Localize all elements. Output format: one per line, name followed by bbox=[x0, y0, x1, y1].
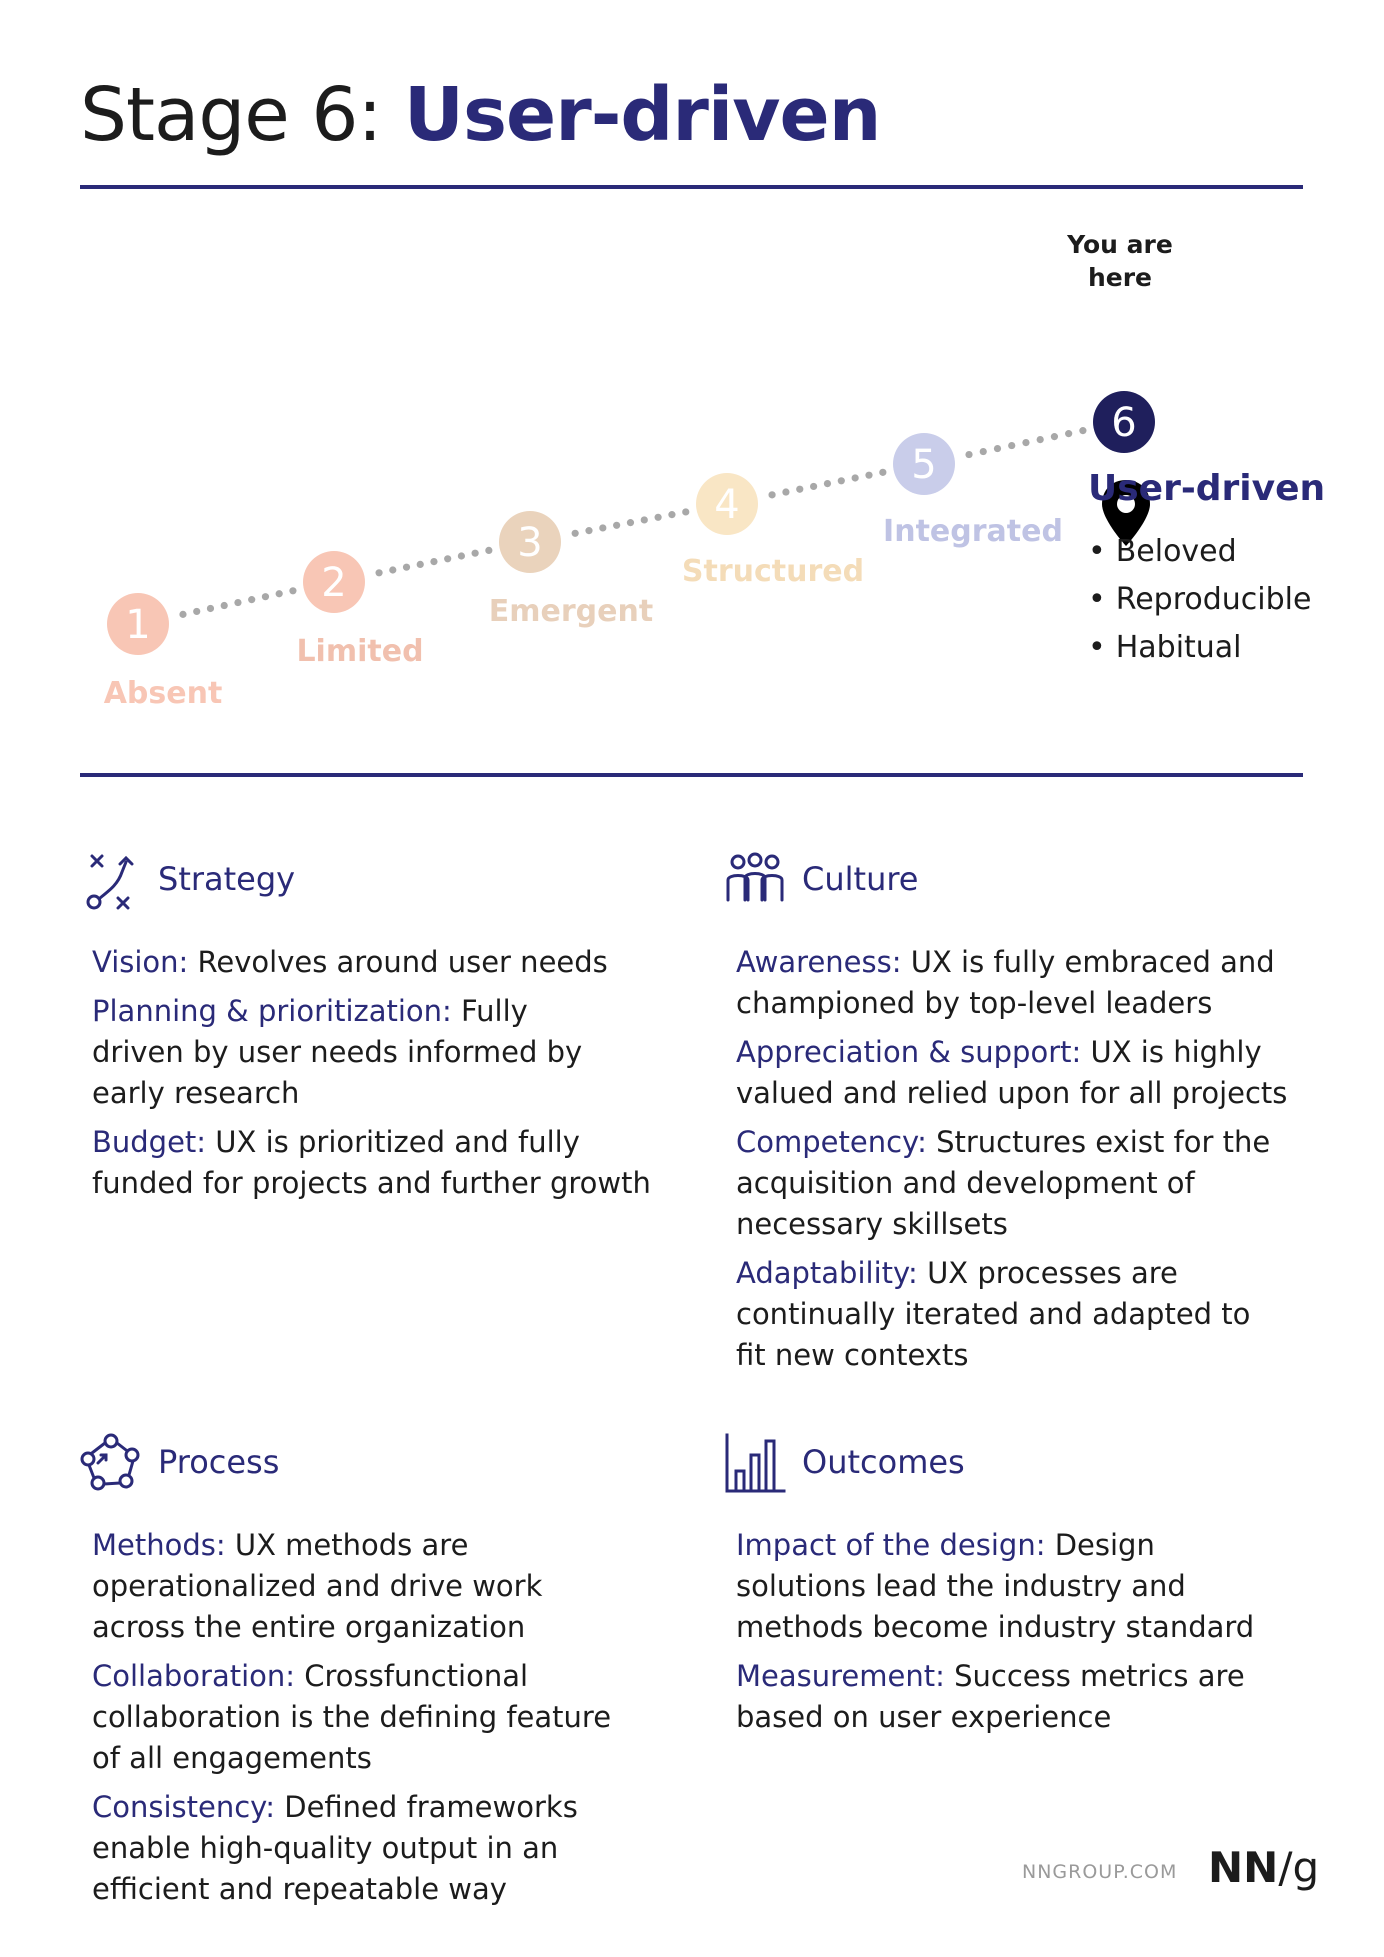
path-dot bbox=[234, 599, 241, 606]
strategy-play-icon bbox=[80, 850, 142, 912]
item-key: Appreciation & support: bbox=[736, 1035, 1082, 1069]
current-stage-name: User-driven bbox=[1088, 468, 1326, 509]
trait-item: • Habitual bbox=[1088, 624, 1311, 672]
strategy-title: Strategy bbox=[158, 860, 296, 898]
culture-title: Culture bbox=[802, 860, 919, 898]
stage-number: 5 bbox=[911, 442, 937, 488]
outcomes-item bbox=[736, 1656, 1276, 1738]
culture-item bbox=[736, 1253, 1276, 1376]
strategy-section bbox=[80, 850, 680, 1212]
item-text: UX is fully embraced and championed by top-level leaders bbox=[736, 945, 1275, 1020]
path-dot bbox=[1037, 436, 1044, 443]
page-title bbox=[80, 70, 880, 160]
path-dot bbox=[810, 483, 817, 490]
people-group-icon bbox=[724, 850, 786, 912]
path-dot bbox=[627, 519, 634, 526]
item-key: Consistency: bbox=[92, 1790, 276, 1824]
item-key: Budget: bbox=[92, 1125, 207, 1159]
top-divider bbox=[80, 185, 1303, 189]
title-accent: User-driven bbox=[403, 72, 881, 158]
logo-slash: / bbox=[1278, 1843, 1293, 1892]
process-item bbox=[92, 1787, 592, 1910]
path-dot bbox=[599, 524, 606, 531]
logo-nn: NN bbox=[1208, 1843, 1279, 1892]
path-dot bbox=[852, 474, 859, 481]
item-key: Competency: bbox=[736, 1125, 927, 1159]
path-dot bbox=[248, 596, 255, 603]
title-prefix: Stage 6: bbox=[80, 72, 382, 158]
item-text: Fully driven by user needs informed by early research bbox=[92, 994, 583, 1110]
stage-number: 4 bbox=[714, 482, 740, 528]
path-dot bbox=[276, 590, 283, 597]
bar-chart-icon bbox=[724, 1433, 786, 1495]
nng-logo bbox=[1208, 1843, 1319, 1892]
stage-4 bbox=[682, 473, 864, 589]
path-dot bbox=[472, 550, 479, 557]
item-key: Vision: bbox=[92, 945, 189, 979]
item-text: UX is highly valued and relied upon for all projects bbox=[736, 1035, 1288, 1110]
path-dot bbox=[417, 561, 424, 568]
path-dot bbox=[1022, 439, 1029, 446]
path-dot bbox=[430, 558, 437, 565]
item-text: Design solutions lead the industry and methods become industry standard bbox=[736, 1528, 1255, 1644]
path-dot bbox=[980, 448, 987, 455]
strategy-item bbox=[92, 942, 680, 983]
path-dot bbox=[655, 514, 662, 521]
outcomes-section bbox=[724, 1433, 1324, 1746]
item-text: UX processes are continually iterated and adapted to fit new contexts bbox=[736, 1256, 1251, 1372]
culture-section bbox=[724, 850, 1324, 1384]
path-dot bbox=[782, 488, 789, 495]
path-dot bbox=[485, 547, 492, 554]
stage-label: Emergent bbox=[488, 594, 654, 629]
path-dot bbox=[879, 469, 886, 476]
path-dot bbox=[289, 587, 296, 594]
strategy-item bbox=[92, 1122, 662, 1204]
path-dot bbox=[207, 605, 214, 612]
stage-3 bbox=[489, 511, 653, 629]
stage-1 bbox=[104, 593, 223, 711]
current-stage-traits bbox=[1088, 528, 1311, 672]
path-dot bbox=[585, 527, 592, 534]
trait-item: • Reproducible bbox=[1088, 576, 1311, 624]
path-dot bbox=[572, 530, 579, 537]
path-dot bbox=[444, 555, 451, 562]
item-key: Planning & prioritization: bbox=[92, 994, 452, 1028]
culture-item bbox=[736, 1122, 1276, 1245]
path-dot bbox=[682, 508, 689, 515]
process-title: Process bbox=[158, 1443, 280, 1481]
stage-5 bbox=[883, 433, 1063, 549]
path-dot bbox=[1051, 433, 1058, 440]
path-dot bbox=[838, 477, 845, 484]
footer-url: NNGROUP.COM bbox=[1022, 1861, 1178, 1883]
stage-number: 2 bbox=[321, 560, 347, 606]
logo-g: g bbox=[1292, 1843, 1320, 1892]
path-dot bbox=[613, 522, 620, 529]
stage-number: 6 bbox=[1111, 400, 1137, 446]
item-key: Awareness: bbox=[736, 945, 902, 979]
outcomes-item bbox=[736, 1525, 1276, 1648]
process-section bbox=[80, 1433, 680, 1918]
stage-number: 1 bbox=[125, 602, 151, 648]
path-dot bbox=[375, 569, 382, 576]
item-text: Success metrics are based on user experience bbox=[736, 1659, 1245, 1734]
stage-label: Absent bbox=[103, 676, 223, 711]
path-dot bbox=[768, 491, 775, 498]
path-dot bbox=[865, 472, 872, 479]
outcomes-title: Outcomes bbox=[802, 1443, 965, 1481]
item-text: Revolves around user needs bbox=[197, 945, 608, 979]
path-dot bbox=[796, 486, 803, 493]
stage-6 bbox=[1093, 391, 1155, 453]
path-dot bbox=[668, 511, 675, 518]
process-cycle-icon bbox=[80, 1433, 142, 1495]
process-item bbox=[92, 1656, 632, 1779]
path-dot bbox=[824, 480, 831, 487]
trait-item: • Beloved bbox=[1088, 528, 1311, 576]
path-dot bbox=[1065, 430, 1072, 437]
process-item bbox=[92, 1525, 592, 1648]
path-dot bbox=[1008, 442, 1015, 449]
path-dot bbox=[1079, 427, 1086, 434]
path-dot bbox=[403, 564, 410, 571]
item-text: UX methods are operationalized and drive work across the entire organization bbox=[92, 1528, 543, 1644]
path-dot bbox=[458, 552, 465, 559]
path-dot bbox=[193, 608, 200, 615]
stage-label: Limited bbox=[296, 634, 424, 669]
stage-label: Integrated bbox=[883, 514, 1063, 549]
path-dot bbox=[221, 602, 228, 609]
item-text: UX is prioritized and fully funded for projects and further growth bbox=[92, 1125, 651, 1200]
path-dot bbox=[389, 566, 396, 573]
path-dot bbox=[641, 516, 648, 523]
item-text: Crossfunctional collaboration is the defining feature of all engagements bbox=[92, 1659, 612, 1775]
path-dot bbox=[179, 611, 186, 618]
item-key: Measurement: bbox=[736, 1659, 945, 1693]
culture-item bbox=[736, 1032, 1296, 1114]
path-dot bbox=[994, 445, 1001, 452]
stage-number: 3 bbox=[517, 520, 543, 566]
path-dot bbox=[965, 451, 972, 458]
stage-label: Structured bbox=[681, 554, 865, 589]
strategy-item bbox=[92, 991, 592, 1114]
path-dot bbox=[262, 593, 269, 600]
item-text: Structures exist for the acquisition and development of necessary skillsets bbox=[736, 1125, 1271, 1241]
item-key: Collaboration: bbox=[92, 1659, 296, 1693]
item-key: Impact of the design: bbox=[736, 1528, 1046, 1562]
item-key: Methods: bbox=[92, 1528, 226, 1562]
bottom-divider bbox=[80, 773, 1303, 777]
item-text: Defined frameworks enable high-quality output in an efficient and repeatable way bbox=[92, 1790, 578, 1906]
you-are-here-label: You are here bbox=[1067, 230, 1173, 292]
culture-item bbox=[736, 942, 1276, 1024]
item-key: Adaptability: bbox=[736, 1256, 918, 1290]
